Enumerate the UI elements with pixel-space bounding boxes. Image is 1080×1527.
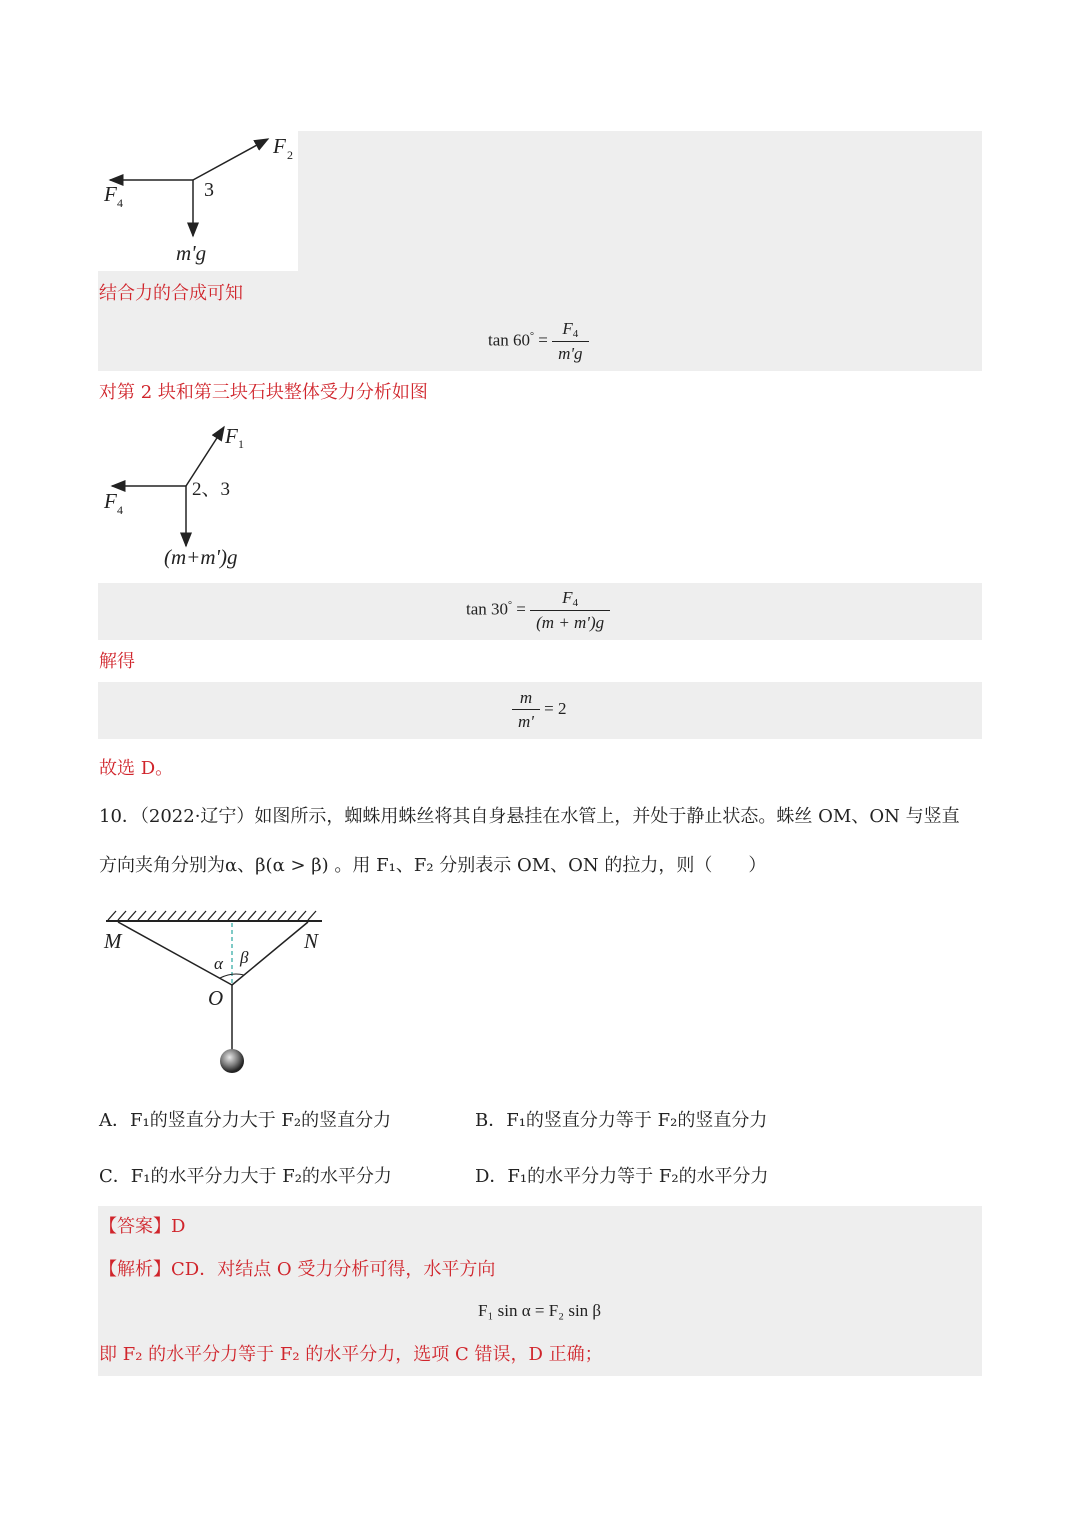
conclusion-text: 即 F₂ 的水平分力等于 F₂ 的水平分力，选项 C 错误，D 正确；: [99, 1344, 603, 1365]
svg-text:β: β: [240, 948, 249, 967]
f4-label: F: [104, 182, 117, 206]
answer-label: 【答案】: [99, 1216, 171, 1237]
f2-label: F: [273, 134, 286, 158]
analysis-text: CD．对结点 O 受力分析可得，水平方向: [171, 1259, 496, 1280]
question-line-2: 方向夹角分别为α、β(α > β) 。用 F₁、F₂ 分别表示 OM、ON 的拉力，则（ ）: [99, 855, 767, 876]
svg-text:1: 1: [238, 437, 244, 451]
analysis-line: [99, 1259, 495, 1281]
force-diagram-node-3: [98, 131, 298, 271]
svg-text:F: F: [104, 489, 117, 513]
svg-text:4: 4: [117, 196, 123, 210]
svg-text:(m+m')g: (m+m')g: [164, 545, 238, 569]
equation-ratio: $\frac{m}{m'}$ = 2: [512, 688, 567, 732]
answer-value: D: [171, 1216, 186, 1237]
svg-text:O: O: [208, 986, 224, 1010]
option-d[interactable]: D．F₁的水平分力等于 F₂的水平分力: [475, 1166, 769, 1187]
analysis-label: 【解析】: [99, 1259, 171, 1280]
svg-text:α: α: [214, 954, 223, 973]
question-line-1: 10．（2022·辽宁）如图所示，蜘蛛用蛛丝将其自身悬挂在水管上，并处于静止状态。蛛丝 OM、ON 与竖直: [99, 806, 960, 827]
analysis-intro-text: 对第 2 块和第三块石块整体受力分析如图: [99, 382, 428, 403]
force-diagram-nodes-2-3: [98, 418, 268, 578]
choose-text: 故选 D。: [99, 758, 174, 779]
svg-text:4: 4: [117, 503, 123, 517]
equation-tan30: tan 30° = $\frac{F_4}{(m + m')g}$: [466, 588, 610, 633]
svg-text:2、3: 2、3: [192, 479, 231, 500]
equation-tan60: tan 60° = $\frac{F_4}{m'g}$: [488, 319, 589, 364]
ceiling-hatching: [108, 911, 316, 920]
answer-line: [99, 1216, 185, 1238]
synthesis-text: 结合力的合成可知: [99, 283, 243, 304]
solve-text: 解得: [99, 651, 135, 672]
svg-text:2: 2: [287, 148, 293, 162]
option-b[interactable]: B．F₁的竖直分力等于 F₂的竖直分力: [475, 1110, 768, 1131]
equation-sin: F₁ sin α = F₂ sin β: [478, 1301, 602, 1320]
svg-text:F: F: [225, 424, 238, 448]
node-label: 3: [204, 179, 214, 201]
option-a[interactable]: A．F₁的竖直分力大于 F₂的竖直分力: [99, 1110, 392, 1131]
svg-text:M: M: [104, 929, 122, 953]
option-c[interactable]: C．F₁的水平分力大于 F₂的水平分力: [99, 1166, 392, 1187]
spider-ball: [220, 1049, 244, 1073]
svg-text:N: N: [304, 929, 319, 953]
weight-label: m'g: [176, 241, 207, 265]
spider-diagram: [98, 905, 333, 1085]
